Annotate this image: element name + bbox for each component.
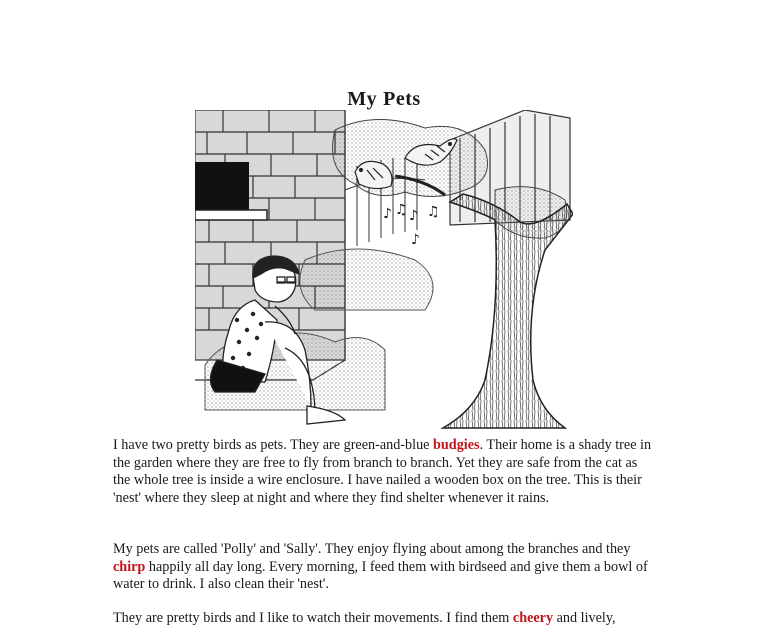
keyword-chirp: chirp	[113, 558, 146, 575]
svg-text:♪: ♪	[409, 208, 418, 224]
paragraph-3: They are pretty birds and I like to watch their movements. I find them cheery and lively,	[113, 610, 616, 626]
svg-text:♪: ♪	[383, 206, 392, 222]
paragraph-1: I have two pretty birds as pets. They are green-and-blue budgies. Their home is a shady tree in the garden where they are free to fly from branch to branch. Yet they are safe from the cat as the whole tree is inside a wire enclosure. I have nailed a wooden box on the tree. This is their 'nest' where they sleep at night and where they find shelter whenever it rains.	[113, 437, 652, 506]
svg-text:♫: ♫	[395, 202, 408, 218]
svg-text:♪: ♪	[411, 232, 420, 248]
keyword-budgies: budgies	[433, 437, 480, 453]
page-title	[0, 88, 768, 111]
title-word-1: My	[347, 88, 378, 110]
title-word-2: Pets	[383, 88, 421, 110]
girl-watching-birds-illustration	[195, 110, 573, 430]
paragraph-2: My pets are called 'Polly' and 'Sally'. They enjoy flying about among the branches and they chirp happily all day long. Every morning, I feed them with birdseed and give them a bowl of water to drink. I also clean their 'nest'.	[113, 541, 648, 592]
svg-text:♫: ♫	[427, 204, 440, 220]
keyword-cheery: cheery	[512, 610, 554, 626]
